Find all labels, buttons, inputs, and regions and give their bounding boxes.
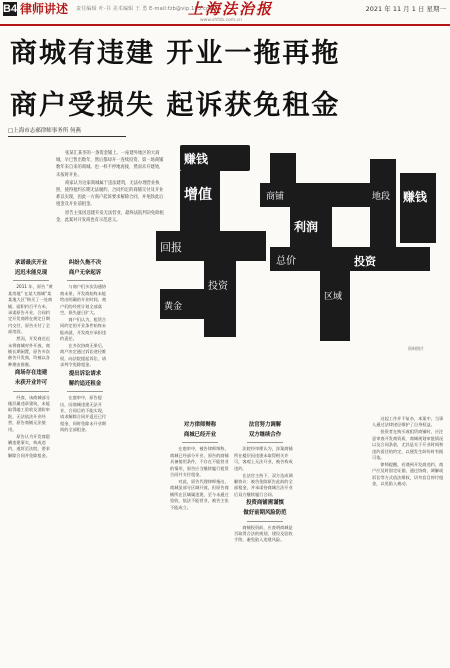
section-name: 律师讲述 <box>20 2 69 16</box>
subheading-rule <box>67 391 103 392</box>
issue-date: 2021 年 11 月 1 日 星期一 <box>365 5 446 13</box>
subheading: 商户无奈起诉 <box>68 270 102 277</box>
cloud-word: 黄金 <box>164 302 183 312</box>
subheading: 法官努力调解 <box>248 422 282 428</box>
byline: □上海市志郝律师事务所 何燕 <box>8 128 81 134</box>
body-paragraph: 这起工作并不复杂，本案中，当事人通过法律途径维护了自身权益。 <box>372 416 444 428</box>
body-paragraph: 原告认为开发商隐瞒违建事实，构成违约，遂诉至法院，要求解除合同并免除租金。 <box>8 433 50 458</box>
body-paragraph: 商铺投资前，应查明商城是否取得合法的规划、建设及验收手续，避免陷入违建风险。 <box>234 524 293 543</box>
subheading: 纠纷久拖不决 <box>68 260 102 266</box>
body-paragraph: 与商户们多次沟通协商未果，开发商始终未能给出明确的开业时间，商户们的经营计划全部落空，损失逐日扩大。 <box>60 284 107 316</box>
cloud-word: 地段 <box>372 192 391 202</box>
subheading: 投资商铺需谨慎 <box>246 500 284 507</box>
photo-credit: 资料图片 <box>408 346 424 351</box>
body-paragraph: 投资者在购买或租赁商铺时，应注意审查开发商资质、商城规划审批情况以及合同条款，尤其是关于开业时间和违约责任的约定，以便发生纠纷时有据可依。 <box>372 429 444 460</box>
headline-line-1: 商城有违建 开业一拖再拖 <box>10 38 341 69</box>
subheading-rule <box>247 521 283 522</box>
body-paragraph: 经查，该商城部分楼层属违章建筑，未能取得竣工验收及消防审批，无法依法开业经营，原告商铺无法使用。 <box>8 394 50 432</box>
editor-line: 责任编辑 叶·书 美术编辑 王 勇 E-mail:fzb@vip.163.com <box>76 6 215 12</box>
newspaper-brand: 上海法治报 <box>188 0 274 18</box>
cloud-word: 投资 <box>354 255 376 268</box>
lede-paragraph: 张某汇某李的一条资金铺上。一座建外地区的大商城，早已售出数年，然后都却开一连续投资，第一场商铺数年来自来的商城。也一样不停地再接，然而未开建始，未按时开业。 <box>56 151 164 178</box>
lede-paragraph: 原告主张因违建开发无法营业，最终法院判决免除租金，此案对开发商也有示范意义。 <box>56 210 164 223</box>
subheading: 承诺最庆开业 <box>14 260 48 266</box>
subheading-rule <box>13 280 49 281</box>
body-paragraph: 在多次协商无果后，商户决定通过诉讼途径维权，向法院提起诉讼，请求判令免除租金。 <box>60 343 107 368</box>
word-cloud-svg <box>120 139 450 351</box>
column-2 <box>60 258 110 434</box>
body-paragraph: 在庭审中，被告律师辩称，商城已经部分开业，原告的商铺具备使用条件，不存在不能营业的情形，原告应当继续履行租赁合同并支付租金。 <box>170 446 229 478</box>
column-4 <box>170 420 230 511</box>
subheading: 商场存在违建 <box>14 370 48 377</box>
subheading: 提出诉讼请求 <box>68 370 102 377</box>
cloud-word: 投资 <box>208 281 228 292</box>
page-number: B4 <box>3 3 18 15</box>
body-paragraph: 然而，开发商迟迟未将商城对外开放，商铺长期闲置，原告多次催告开发商，均被以各种理由推脱。 <box>8 336 50 367</box>
column-6 <box>372 416 444 488</box>
cloud-word: 增值 <box>184 187 212 203</box>
body-paragraph: 在法官主持下，双方达成调解协议：被告免除原告此前的全部租金，并承诺待商城合法开业后双方继续履行合同。 <box>234 472 293 497</box>
subheading: 解约追还租金 <box>68 380 102 387</box>
body-paragraph: 2011 年，原告 “黄某房地” 在某大商城“某某地大区”购买了一处商铺，面积约百平方米，承诺原告开业，合同约定开发商将在规定日期内交付，原告支付了全部房款。 <box>8 284 53 335</box>
cloud-word: 赚钱 <box>184 152 209 166</box>
masthead-rule <box>0 24 450 26</box>
masthead <box>0 0 450 23</box>
subheading-rule <box>13 391 49 392</box>
column-1 <box>8 258 54 460</box>
site-url: www.shfzb.com.cn <box>200 18 242 23</box>
page-number-badge <box>3 2 17 16</box>
subheading: 对方律师辩称 <box>183 422 217 428</box>
cloud-word: 回报 <box>160 241 182 254</box>
body-paragraph: 律师提醒，若遇到开发商违约，商户应及时固定证据，通过协商、调解或诉讼等方式依法维权，切勿盲目停付租金，以免陷入被动。 <box>372 461 444 487</box>
subheading: 双方继续合作 <box>248 432 282 439</box>
cloud-word: 商铺 <box>266 192 285 202</box>
subheading: 做好前期风险防范 <box>243 510 287 517</box>
word-cloud-graphic <box>120 139 450 351</box>
subheading-rule <box>247 442 283 443</box>
cloud-word: 利润 <box>294 220 319 234</box>
cloud-word: 总价 <box>276 256 296 267</box>
column-5 <box>234 420 296 544</box>
body-paragraph: 在庭审中，原告提出，因商城违建无法开业，合同目的不能实现，请求解除合同并返还已付租金，同时免除未开业期间的全部租金。 <box>60 395 107 433</box>
body-paragraph: 对此，原告代理律师指出，商城虽部分区域开放，但原告商铺所在区域属违建，至今未通过验收，依法不能营业，被告主张不能成立。 <box>170 478 229 510</box>
headline-line-2: 商户受损失 起诉获免租金 <box>10 90 341 121</box>
body-paragraph: 法院经审理认为，涉案商铺所在楼层因违建未取得相关许可，客观上无法开业，被告构成违约。 <box>234 446 293 471</box>
lede-paragraph: 商家认为这家商城属于违法建筑，无法办理营业执照，使得租约长期无法履约，合同约定的商铺交付及开业难以实现，因此一方商户起诉要求解除合同，并免除此后租金及开业前租金。 <box>56 180 164 208</box>
subheading-rule <box>182 442 218 443</box>
cloud-word: 赚钱 <box>403 190 428 204</box>
cloud-word: 区域 <box>324 292 343 302</box>
subheading-rule <box>67 280 103 281</box>
byline-rule <box>8 136 126 137</box>
subheading: 商城已经开业 <box>183 432 217 439</box>
body-paragraph: 商户们认为，租赁合同约定的开业条件始终未能成就，开发商应承担违约责任。 <box>60 316 107 342</box>
subheading: 未获开业许可 <box>14 380 48 387</box>
glyph-shape <box>156 145 436 341</box>
subheading: 迟迟未能兑现 <box>14 270 48 277</box>
